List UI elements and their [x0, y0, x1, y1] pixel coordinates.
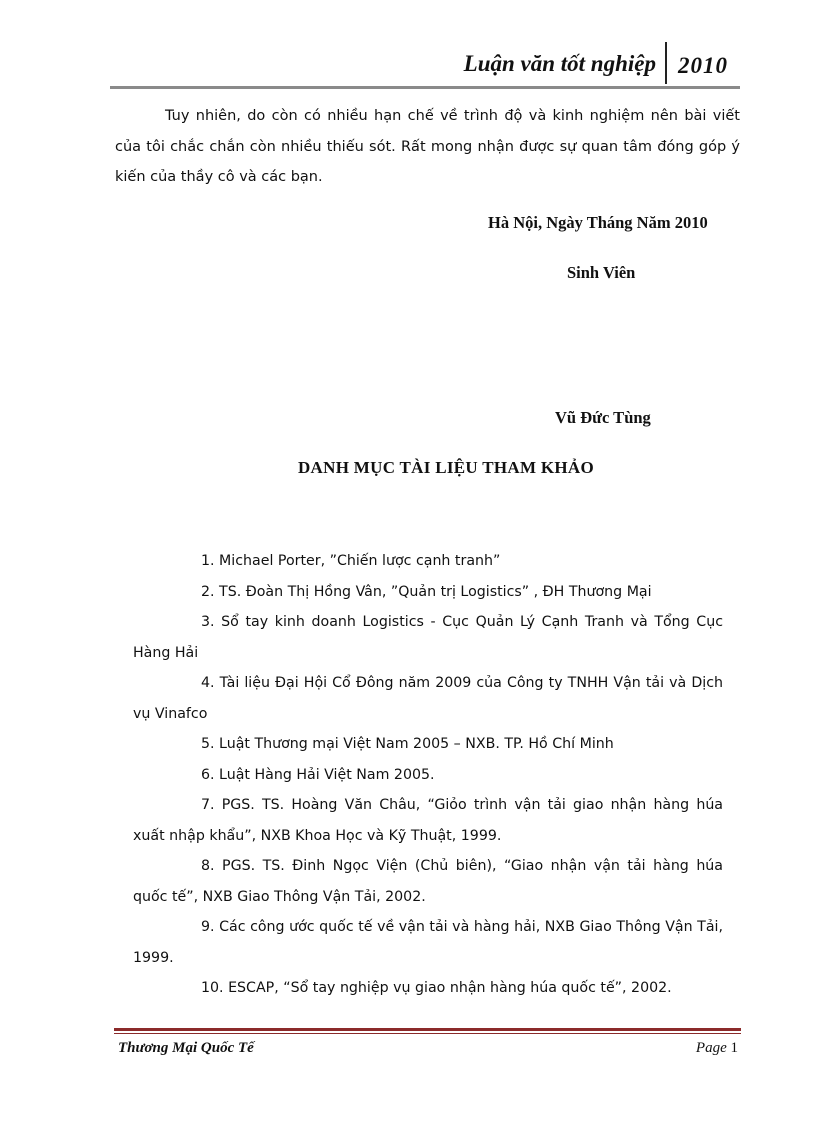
- intro-paragraph: Tuy nhiên, do còn có nhiều hạn chế về trình độ và kinh nghiệm nên bài viết của tôi chắc chắn còn nhiều thiếu sót. Rất mong nhận được sự quan tâm đóng góp ý kiến của thầy cô và các bạn.: [115, 108, 740, 185]
- reference-list: [133, 546, 723, 1004]
- reference-item: 6. Luật Hàng Hải Việt Nam 2005.: [201, 766, 435, 783]
- reference-item: 10. ESCAP, “Sổ tay nghiệp vụ giao nhận hàng húa quốc tế”, 2002.: [201, 980, 672, 996]
- footer-department: Thương Mại Quốc Tế: [118, 1040, 254, 1056]
- references-title: DANH MỤC TÀI LIỆU THAM KHẢO: [297, 458, 595, 477]
- footer-rule-thin: [114, 1033, 741, 1034]
- reference-item: 2. TS. Đoàn Thị Hồng Vân, ”Quản trị Logistics” , ĐH Thương Mại: [201, 583, 652, 600]
- footer-page-number: [696, 1040, 738, 1057]
- header-title: Luận văn tốt nghiệp: [463, 51, 656, 76]
- page-number: 1: [730, 1040, 738, 1056]
- reference-item: 1. Michael Porter, ”Chiến lược cạnh tranh”: [201, 553, 501, 569]
- header-rule: [110, 86, 740, 89]
- signature-date-line: Hà Nội, Ngày Tháng Năm 2010: [488, 213, 708, 232]
- reference-item: 4. Tài liệu Đại Hội Cổ Đông năm 2009 của Công ty TNHH Vận tải và Dịch vụ Vinafco: [133, 675, 723, 722]
- reference-item: 8. PGS. TS. Đinh Ngọc Viện (Chủ biên), “Giao nhận vận tải hàng húa quốc tế”, NXB Giao Thông Vận Tải, 2002.: [133, 858, 723, 905]
- header-divider: [665, 42, 667, 84]
- page-label: Page: [695, 1040, 727, 1056]
- header-year: 2010: [678, 53, 728, 78]
- reference-item: 7. PGS. TS. Hoàng Văn Châu, “Giỏo trình vận tải giao nhận hàng húa xuất nhập khẩu”, NXB Khoa Học và Kỹ Thuật, 1999.: [133, 797, 723, 844]
- reference-item: 5. Luật Thương mại Việt Nam 2005 – NXB. TP. Hồ Chí Minh: [201, 736, 614, 752]
- signature-name: Vũ Đức Tùng: [555, 408, 651, 427]
- reference-item: 9. Các công ước quốc tế về vận tải và hàng hải, NXB Giao Thông Vận Tải, 1999.: [133, 919, 723, 966]
- signature-role: Sinh Viên: [567, 263, 636, 282]
- footer-rule: [114, 1028, 741, 1031]
- page-header: [110, 42, 740, 86]
- reference-item: 3. Sổ tay kinh doanh Logistics - Cục Quản Lý Cạnh Tranh và Tổng Cục Hàng Hải: [133, 614, 723, 661]
